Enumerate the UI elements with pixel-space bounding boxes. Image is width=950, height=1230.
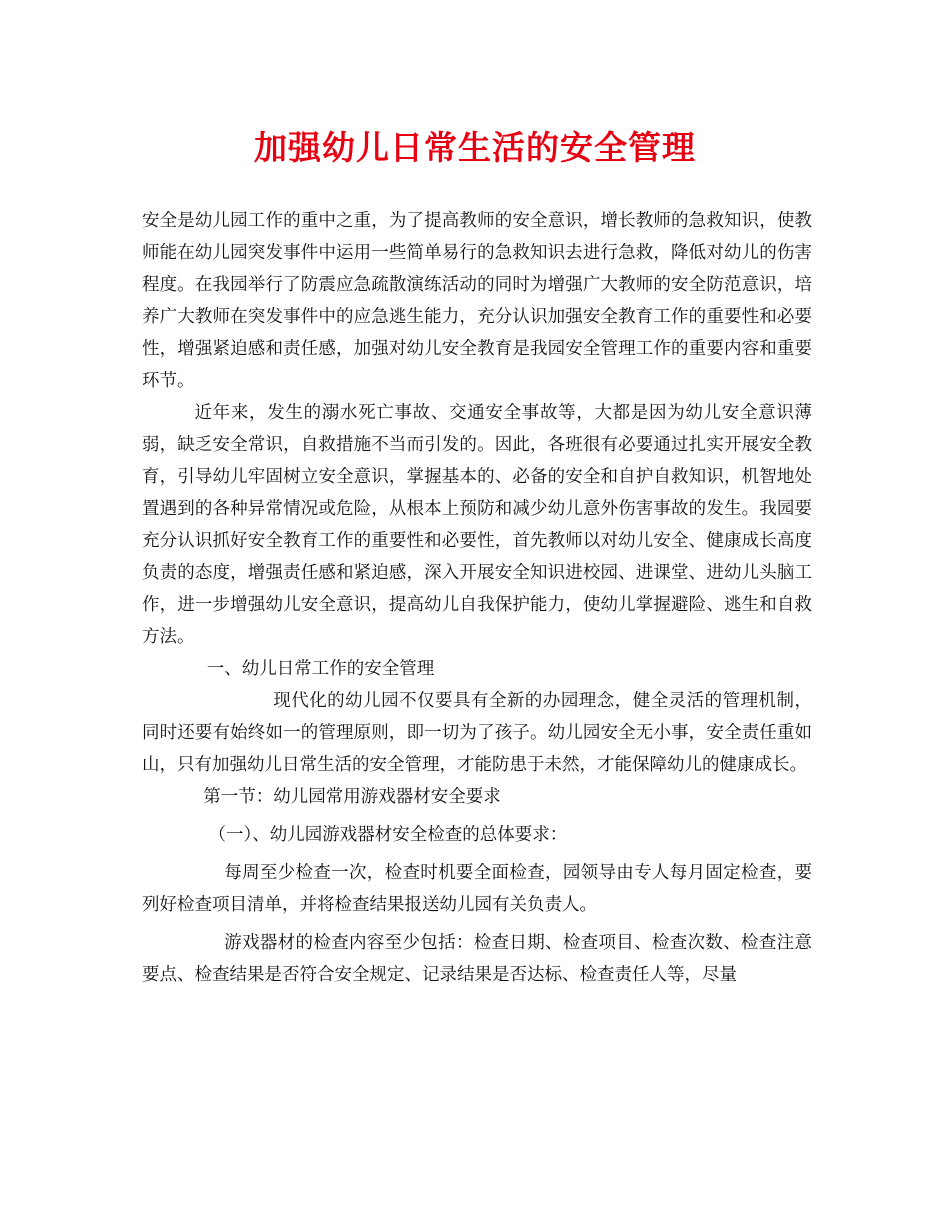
body-paragraph-1: 安全是幼儿园工作的重中之重，为了提高教师的安全意识，增长教师的急救知识，使教师能在幼儿园突发事件中运用一些简单易行的急救知识去进行急救，降低对幼儿的伤害程度。在我园举行了防震应急疏散演练活动的同时为增强广大教师的安全防范意识，培养广大教师在突发事件中的应急逃生能力，充分认识加强安全教育工作的重要性和必要性，增强紧迫感和责任感，加强对幼儿安全教育是我园安全管理工作的重要内容和重要环节。 <box>142 211 812 391</box>
document-title: 加强幼儿日常生活的安全管理 <box>254 128 696 167</box>
item-paragraph-1: 每周至少检查一次，检查时机要全面检查，园领导由专人每月固定检查，要列好检查项目清单，并将检查结果报送幼儿园有关负责人。 <box>142 863 812 915</box>
sub-item-heading: （一）、幼儿园游戏器材安全检查的总体要求： <box>208 825 568 845</box>
section-heading: 一、幼儿日常工作的安全管理 <box>206 659 435 679</box>
item-paragraph-2: 游戏器材的检查内容至少包括：检查日期、检查项目、检查次数、检查注意要点、检查结果是否符合安全规定、记录结果是否达标、检查责任人等，尽量 <box>142 933 812 985</box>
document-body <box>142 205 812 991</box>
section-paragraph: 现代化的幼儿园不仅要具有全新的办园理念，健全灵活的管理机制，同时还要有始终如一的管理原则，即一切为了孩子。幼儿园安全无小事，安全责任重如山，只有加强幼儿日常生活的安全管理，才能防患于未然，才能保障幼儿的健康成长。 <box>142 691 812 775</box>
subsection-heading: 第一节：幼儿园常用游戏器材安全要求 <box>203 787 501 807</box>
body-paragraph-2: 近年来，发生的溺水死亡事故、交通安全事故等，大都是因为幼儿安全意识薄弱，缺乏安全常识，自救措施不当而引发的。因此，各班很有必要通过扎实开展安全教育，引导幼儿牢固树立安全意识，掌握基本的、必备的安全和自护自救知识，机智地处置遇到的各种异常情况或危险，从根本上预防和减少幼儿意外伤害事故的发生。我园要充分认识抓好安全教育工作的重要性和必要性，首先教师以对幼儿安全、健康成长高度负责的态度，增强责任感和紧迫感，深入开展安全知识进校园、进课堂、进幼儿头脑工作，进一步增强幼儿安全意识，提高幼儿自我保护能力，使幼儿掌握避险、逃生和自救方法。 <box>142 403 812 647</box>
